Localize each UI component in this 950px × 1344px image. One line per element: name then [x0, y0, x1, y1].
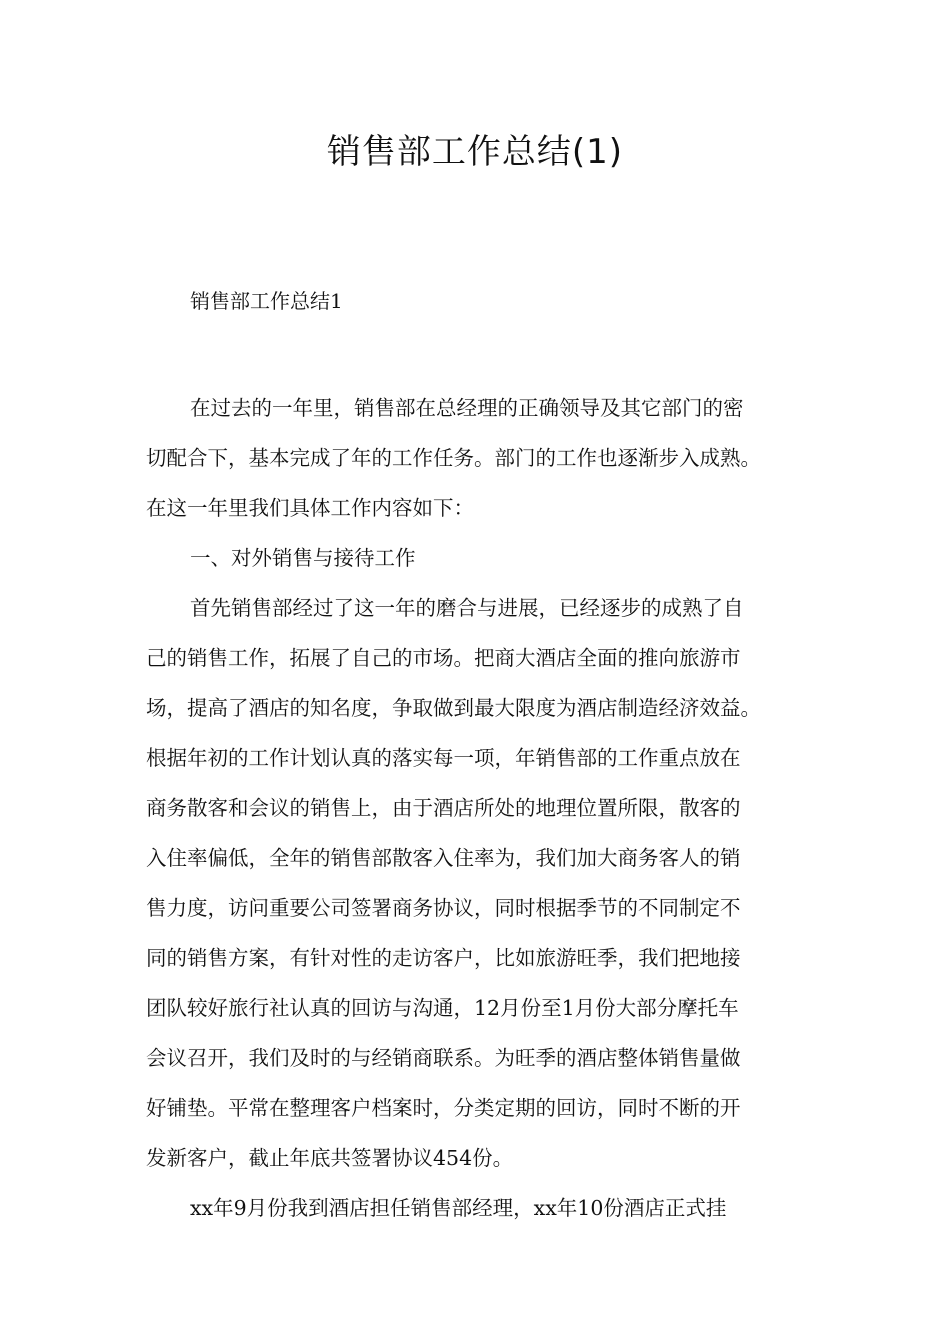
body-line: 售力度，访问重要公司签署商务协议，同时根据季节的不同制定不: [146, 896, 741, 920]
body-line: 团队较好旅行社认真的回访与沟通，12月份至1月份大部分摩托车: [146, 996, 739, 1020]
body-line: 场，提高了酒店的知名度，争取做到最大限度为酒店制造经济效益。: [146, 696, 761, 720]
body-line: 好铺垫。平常在整理客户档案时，分类定期的回访，同时不断的开: [146, 1096, 741, 1120]
body-line: 商务散客和会议的销售上，由于酒店所处的地理位置所限，散客的: [146, 796, 741, 820]
body-line: 己的销售工作，拓展了自己的市场。把商大酒店全面的推向旅游市: [146, 646, 741, 670]
body-line: 发新客户，截止年底共签署协议454份。: [146, 1146, 514, 1170]
body-line: xx年9月份我到酒店担任销售部经理，xx年10份酒店正式挂: [190, 1196, 727, 1220]
body-line: 同的销售方案，有针对性的走访客户，比如旅游旺季，我们把地接: [146, 946, 741, 970]
body-line: 切配合下，基本完成了年的工作任务。部门的工作也逐渐步入成熟。: [146, 446, 761, 470]
body-line: 在过去的一年里，销售部在总经理的正确领导及其它部门的密: [190, 396, 744, 420]
document-body: [146, 383, 816, 1233]
body-line: 入住率偏低，全年的销售部散客入住率为，我们加大商务客人的销: [146, 846, 741, 870]
body-line: 首先销售部经过了这一年的磨合与进展，已经逐步的成熟了自: [190, 596, 744, 620]
body-line: 在这一年里我们具体工作内容如下：: [146, 496, 474, 520]
section-heading: 一、对外销售与接待工作: [190, 546, 416, 570]
body-line: 根据年初的工作计划认真的落实每一项，年销售部的工作重点放在: [146, 746, 741, 770]
document-title: 销售部工作总结(1): [326, 132, 624, 172]
body-line: 会议召开，我们及时的与经销商联系。为旺季的酒店整体销售量做: [146, 1046, 741, 1070]
document-subtitle: 销售部工作总结1: [190, 289, 343, 313]
